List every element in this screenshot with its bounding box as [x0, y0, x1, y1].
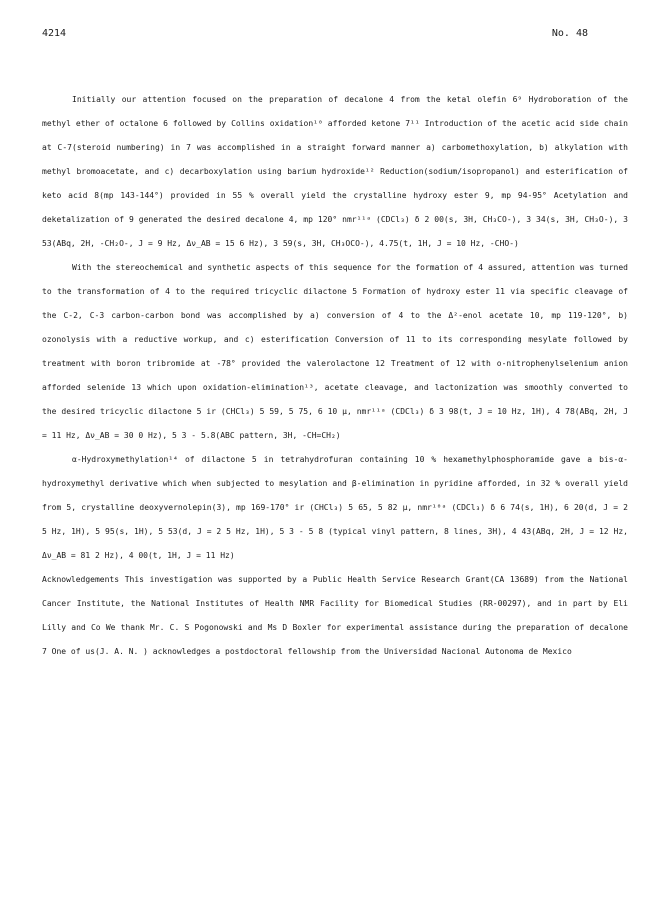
page-number: 4214 — [42, 28, 67, 39]
paragraph-synthesis-decalone: Initially our attention focused on the preparation of decalone 4 from the ketal olefin 6⁹ Hydroboration of the methyl ether of octalone 6 followed by Collins oxidation¹⁰ afforded ketone 7¹¹ Introduction of the acetic acid side chain at C-7(steroid numbering) in 7 was accomplished in a straight forward manner a) carbomethoxylation, b) alkylation with methyl bromoacetate, and c) decarboxylation using barium hydroxide¹² Reduction(sodium/isopropanol) and esterification of keto acid 8(mp 143-144°) provided in 55 % overall yield the crystalline hydroxy ester 9, mp 94-95° Acetylation and deketalization of 9 generated the desired decalone 4, mp 120° nmr¹¹ᵃ (CDCl₃) δ 2 00(s, 3H, CH₃CO-), 3 34(s, 3H, CH₃O-), 3 53(ABq, 2H, -CH₂O-, J = 9 Hz, Δν_AB = 15 6 Hz), 3 59(s, 3H, CH₃OCO-), 4.75(t, 1H, J = 10 Hz, -CHO-) — [42, 95, 628, 248]
page-header — [42, 28, 588, 39]
paragraph-hydroxymethylation: α-Hydroxymethylation¹⁴ of dilactone 5 in tetrahydrofuran containing 10 % hexamethylphosphoramide gave a bis-α-hydroxymethyl derivative which when subjected to mesylation and β-elimination in pyridine afforded, in 32 % overall yield from 5, crystalline deoxyvernolepin(3), mp 169-170° ir (CHCl₃) 5 65, 5 82 μ, nmr¹⁰ᵃ (CDCl₃) δ 6 74(s, 1H), 6 20(d, J = 2 5 Hz, 1H), 5 95(s, 1H), 5 53(d, J = 2 5 Hz, 1H), 5 3 - 5 8 (typical vinyl pattern, 8 lines, 3H), 4 43(ABq, 2H, J = 12 Hz, Δν_AB = 81 2 Hz), 4 00(t, 1H, J = 11 Hz) — [42, 455, 628, 560]
paragraph-dilactone-formation: With the stereochemical and synthetic aspects of this sequence for the formation of 4 assured, attention was turned to the transformation of 4 to the required tricyclic dilactone 5 Formation of hydroxy ester 11 via specific cleavage of the C-2, C-3 carbon-carbon bond was accomplished by a) conversion of 4 to the Δ²-enol acetate 10, mp 119-120°, b) ozonolysis with a reductive workup, and c) esterification Conversion of 11 to its corresponding mesylate followed by treatment with boron tribromide at -78° provided the valerolactone 12 Treatment of 12 with o-nitrophenylselenium anion afforded selenide 13 which upon oxidation-elimination¹³, acetate cleavage, and lactonization was smoothly converted to the desired tricyclic dilactone 5 ir (CHCl₃) 5 59, 5 75, 6 10 μ, nmr¹¹ᵃ (CDCl₃) δ 3 98(t, J = 10 Hz, 1H), 4 78(ABq, 2H, J = 11 Hz, Δν_AB = 30 0 Hz), 5 3 - 5.8(ABC pattern, 3H, -CH=CH₂) — [42, 263, 628, 440]
article-body — [42, 88, 628, 664]
paragraph-acknowledgements: Acknowledgements This investigation was supported by a Public Health Service Research Grant(CA 13689) from the National Cancer Institute, the National Institutes of Health NMR Facility for Biomedical Studies (RR-00297), and in part by Eli Lilly and Co We thank Mr. C. S Pogonowski and Ms D Boxler for experimental assistance during the preparation of decalone 7 One of us(J. A. N. ) acknowledges a postdoctoral fellowship from the Universidad Nacional Autonoma de Mexico — [42, 575, 628, 656]
issue-number: No. 48 — [551, 28, 588, 39]
